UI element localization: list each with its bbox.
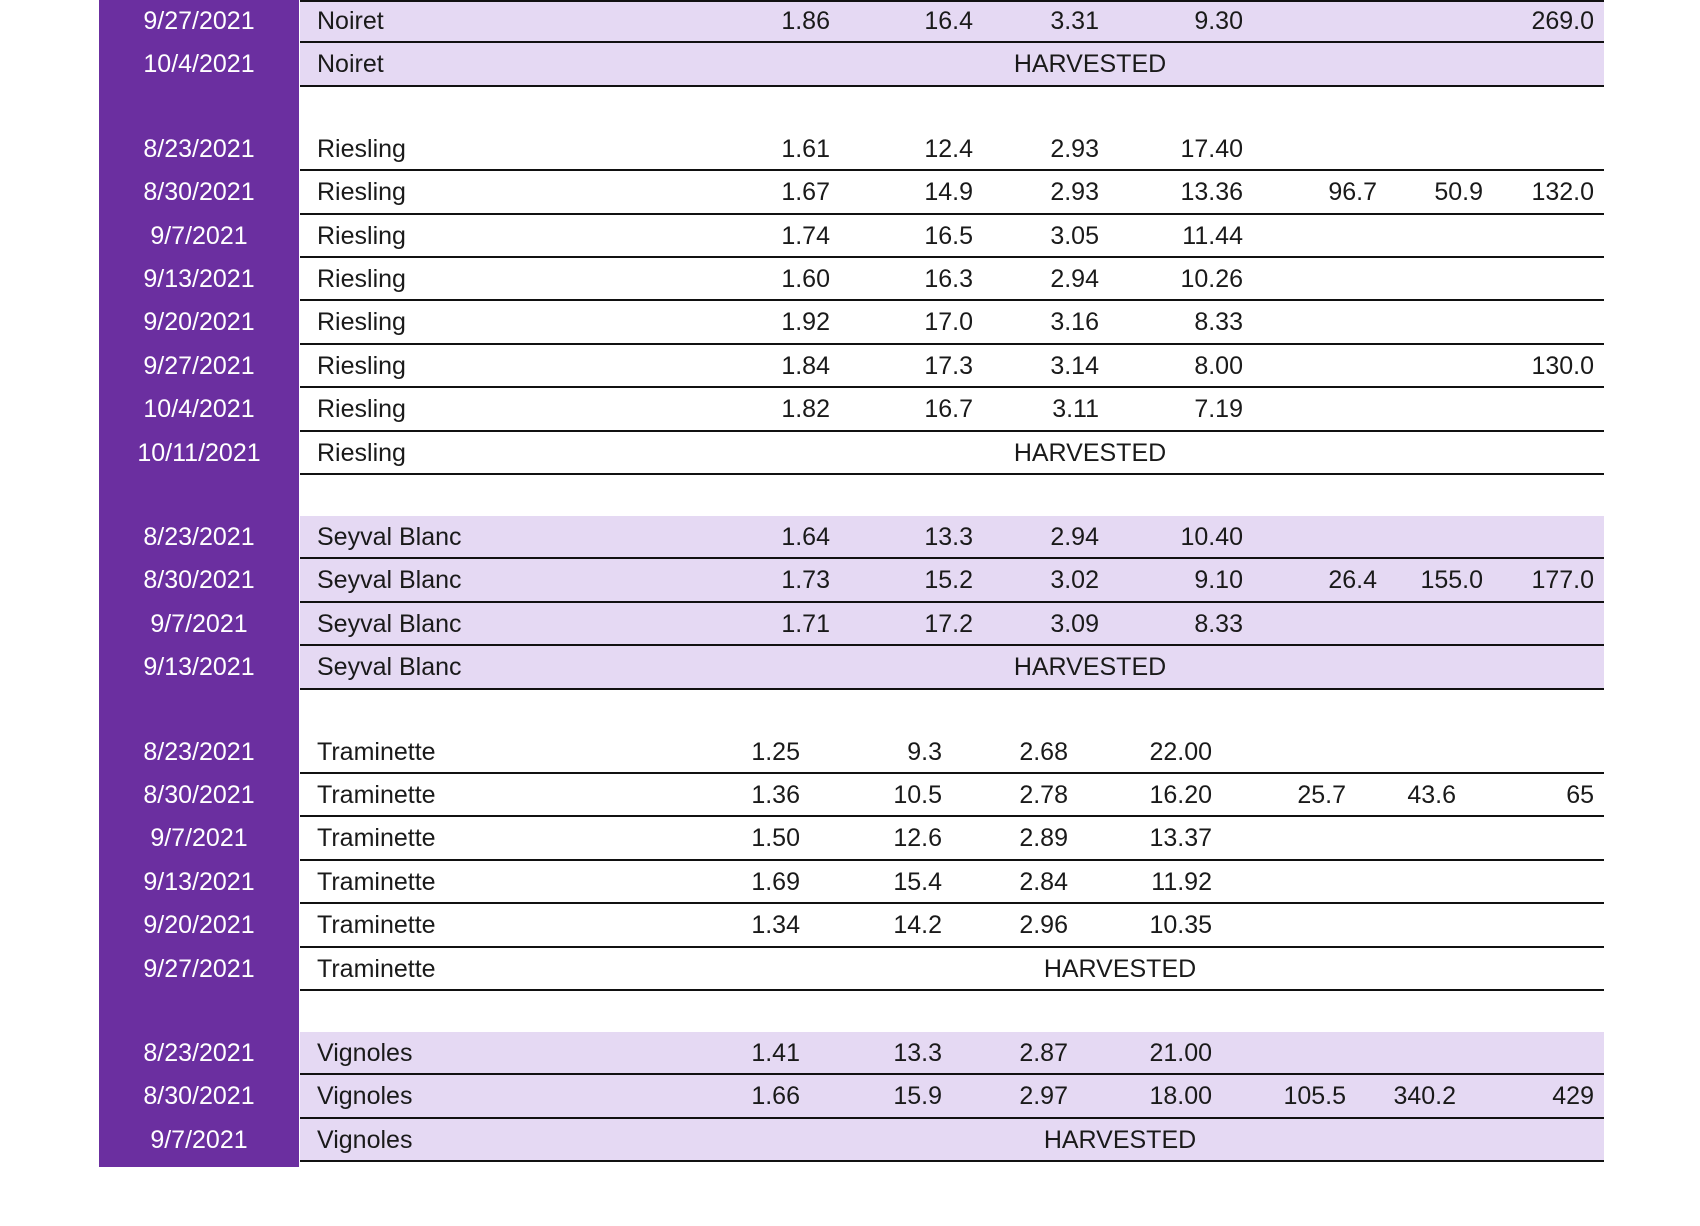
row-divider (300, 1160, 1604, 1162)
value-cell-3: 3.31 (1050, 7, 1099, 35)
value-cell-3: 3.02 (1050, 566, 1099, 595)
value-cell-1: 1.60 (781, 265, 830, 293)
value-cell-4: 10.35 (1149, 911, 1212, 940)
value-cell-4: 8.33 (1194, 308, 1243, 337)
value-cell-3: 3.05 (1050, 221, 1099, 250)
date-cell: 8/23/2021 (143, 134, 255, 163)
date-cell: 9/27/2021 (143, 954, 255, 983)
date-cell: 9/27/2021 (143, 351, 255, 380)
table-row (0, 432, 1700, 475)
value-cell-1: 1.84 (781, 351, 830, 380)
variety-cell: Traminette (317, 737, 436, 766)
value-cell-4: 7.19 (1194, 395, 1243, 424)
table-row (0, 646, 1700, 689)
value-cell-2: 15.9 (893, 1082, 942, 1111)
value-cell-1: 1.25 (751, 737, 800, 766)
table-row (0, 388, 1700, 431)
value-cell-1: 1.74 (781, 221, 830, 250)
value-cell-3: 2.94 (1050, 265, 1099, 293)
table-row (0, 43, 1700, 86)
value-cell-4: 8.33 (1194, 609, 1243, 638)
value-cell-2: 16.5 (924, 221, 973, 250)
harvested-status: HARVESTED (1043, 1125, 1197, 1154)
variety-cell: Seyval Blanc (317, 609, 462, 638)
value-cell-3: 2.87 (1019, 1039, 1068, 1067)
value-cell-1: 1.71 (781, 609, 830, 638)
value-cell-4: 9.10 (1194, 566, 1243, 595)
value-cell-1: 1.34 (751, 911, 800, 940)
date-cell: 9/20/2021 (143, 911, 255, 940)
variety-cell: Traminette (317, 781, 436, 809)
table-row (0, 128, 1700, 171)
value-cell-2: 9.3 (907, 737, 942, 766)
value-cell-6: 340.2 (1393, 1082, 1456, 1111)
date-cell: 9/13/2021 (143, 867, 255, 896)
table-row (0, 904, 1700, 947)
table-row (0, 516, 1700, 559)
value-cell-2: 15.4 (893, 867, 942, 896)
value-cell-5: 25.7 (1297, 781, 1346, 809)
value-cell-7: 269.0 (1531, 7, 1594, 35)
variety-cell: Seyval Blanc (317, 523, 462, 551)
date-cell: 8/23/2021 (143, 737, 255, 766)
value-cell-2: 12.6 (893, 824, 942, 853)
table-row (0, 0, 1700, 43)
variety-cell: Seyval Blanc (317, 653, 462, 682)
table-row (0, 215, 1700, 258)
value-cell-4: 11.92 (1151, 867, 1212, 896)
value-cell-1: 1.73 (781, 566, 830, 595)
value-cell-1: 1.92 (781, 308, 830, 337)
value-cell-1: 1.61 (781, 134, 830, 163)
value-cell-2: 16.7 (924, 395, 973, 424)
value-cell-2: 13.3 (924, 523, 973, 551)
value-cell-7: 132.0 (1531, 178, 1594, 207)
table-row (0, 559, 1700, 602)
row-divider (300, 85, 1604, 87)
table-row (0, 774, 1700, 817)
table-row (0, 603, 1700, 646)
value-cell-7: 130.0 (1531, 351, 1594, 380)
value-cell-7: 429 (1552, 1082, 1594, 1111)
value-cell-1: 1.41 (751, 1039, 800, 1067)
value-cell-3: 2.93 (1050, 178, 1099, 207)
variety-cell: Seyval Blanc (317, 566, 462, 595)
value-cell-5: 105.5 (1283, 1082, 1346, 1111)
date-cell: 10/4/2021 (143, 50, 255, 79)
value-cell-3: 2.84 (1019, 867, 1068, 896)
value-cell-4: 13.36 (1180, 178, 1243, 207)
variety-cell: Riesling (317, 221, 406, 250)
harvested-status: HARVESTED (1013, 653, 1167, 682)
value-cell-4: 10.40 (1180, 523, 1243, 551)
row-divider (300, 989, 1604, 991)
value-cell-4: 17.40 (1180, 134, 1243, 163)
table-row (0, 1032, 1700, 1075)
value-cell-4: 16.20 (1149, 781, 1212, 809)
value-cell-1: 1.67 (781, 178, 830, 207)
row-divider (300, 473, 1604, 475)
table-row (0, 1119, 1700, 1162)
value-cell-2: 10.5 (893, 781, 942, 809)
table-row (0, 171, 1700, 214)
harvested-status: HARVESTED (1013, 50, 1167, 79)
date-cell: 8/23/2021 (143, 1039, 255, 1067)
value-cell-4: 13.37 (1149, 824, 1212, 853)
table-row (0, 301, 1700, 344)
value-cell-2: 13.3 (893, 1039, 942, 1067)
date-cell: 9/7/2021 (150, 221, 248, 250)
date-cell: 9/27/2021 (143, 7, 255, 35)
value-cell-1: 1.86 (781, 7, 830, 35)
value-cell-4: 21.00 (1149, 1039, 1212, 1067)
date-cell: 9/20/2021 (143, 308, 255, 337)
value-cell-3: 2.89 (1019, 824, 1068, 853)
variety-cell: Riesling (317, 351, 406, 380)
value-cell-7: 65 (1566, 781, 1594, 809)
date-cell: 8/30/2021 (143, 781, 255, 809)
value-cell-4: 22.00 (1149, 737, 1212, 766)
date-cell: 8/30/2021 (143, 1082, 255, 1111)
table-row (0, 258, 1700, 301)
value-cell-1: 1.64 (781, 523, 830, 551)
value-cell-1: 1.69 (751, 867, 800, 896)
value-cell-2: 17.0 (924, 308, 973, 337)
value-cell-4: 10.26 (1180, 265, 1243, 293)
value-cell-3: 3.16 (1050, 308, 1099, 337)
row-divider (300, 688, 1604, 690)
variety-cell: Riesling (317, 178, 406, 207)
value-cell-6: 155.0 (1420, 566, 1483, 595)
value-cell-6: 50.9 (1434, 178, 1483, 207)
value-cell-2: 14.9 (924, 178, 973, 207)
harvested-status: HARVESTED (1013, 438, 1167, 467)
value-cell-2: 16.4 (924, 7, 973, 35)
variety-cell: Vignoles (317, 1039, 413, 1067)
value-cell-5: 26.4 (1328, 566, 1377, 595)
variety-cell: Riesling (317, 134, 406, 163)
value-cell-4: 8.00 (1194, 351, 1243, 380)
variety-cell: Noiret (317, 50, 384, 79)
value-cell-4: 18.00 (1149, 1082, 1212, 1111)
date-cell: 8/30/2021 (143, 566, 255, 595)
table-row (0, 1075, 1700, 1118)
date-cell: 9/7/2021 (150, 609, 248, 638)
date-cell: 9/7/2021 (150, 1125, 248, 1154)
value-cell-3: 2.94 (1050, 523, 1099, 551)
harvested-status: HARVESTED (1043, 954, 1197, 983)
date-cell: 9/7/2021 (150, 824, 248, 853)
variety-cell: Riesling (317, 438, 406, 467)
table-row (0, 345, 1700, 388)
table-row (0, 817, 1700, 860)
table-row (0, 948, 1700, 991)
value-cell-2: 12.4 (924, 134, 973, 163)
variety-cell: Traminette (317, 867, 436, 896)
value-cell-3: 3.14 (1050, 351, 1099, 380)
row-divider (300, 0, 1604, 2)
value-cell-1: 1.82 (781, 395, 830, 424)
value-cell-2: 16.3 (924, 265, 973, 293)
date-cell: 9/13/2021 (143, 653, 255, 682)
variety-cell: Traminette (317, 954, 436, 983)
value-cell-2: 14.2 (893, 911, 942, 940)
value-cell-3: 2.97 (1019, 1082, 1068, 1111)
value-cell-2: 15.2 (924, 566, 973, 595)
value-cell-4: 11.44 (1182, 221, 1243, 250)
row-shading (300, 1119, 1604, 1162)
date-cell: 8/23/2021 (143, 523, 255, 551)
variety-cell: Vignoles (317, 1082, 413, 1111)
date-cell: 9/13/2021 (143, 265, 255, 293)
value-cell-3: 2.68 (1019, 737, 1068, 766)
value-cell-3: 2.96 (1019, 911, 1068, 940)
variety-cell: Riesling (317, 265, 406, 293)
variety-cell: Traminette (317, 824, 436, 853)
value-cell-1: 1.36 (751, 781, 800, 809)
value-cell-7: 177.0 (1531, 566, 1594, 595)
value-cell-1: 1.50 (751, 824, 800, 853)
value-cell-4: 9.30 (1194, 7, 1243, 35)
variety-cell: Vignoles (317, 1125, 413, 1154)
value-cell-2: 17.2 (924, 609, 973, 638)
value-cell-3: 3.11 (1052, 395, 1099, 424)
value-cell-3: 2.93 (1050, 134, 1099, 163)
variety-cell: Riesling (317, 308, 406, 337)
variety-cell: Traminette (317, 911, 436, 940)
variety-cell: Noiret (317, 7, 384, 35)
table-row (0, 861, 1700, 904)
value-cell-1: 1.66 (751, 1082, 800, 1111)
value-cell-3: 3.09 (1050, 609, 1099, 638)
variety-cell: Riesling (317, 395, 406, 424)
value-cell-5: 96.7 (1328, 178, 1377, 207)
date-cell: 10/4/2021 (143, 395, 255, 424)
date-cell: 10/11/2021 (137, 438, 261, 467)
value-cell-3: 2.78 (1019, 781, 1068, 809)
value-cell-6: 43.6 (1407, 781, 1456, 809)
value-cell-2: 17.3 (924, 351, 973, 380)
date-cell: 8/30/2021 (143, 178, 255, 207)
table-row (0, 731, 1700, 774)
